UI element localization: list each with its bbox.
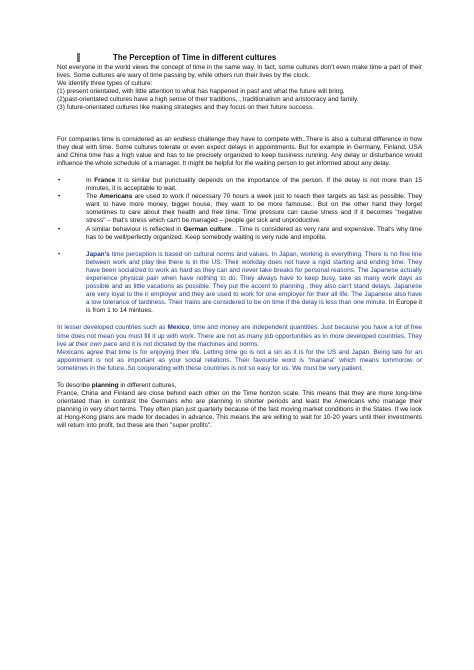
mexico-paragraph: In lesser developed countries such as Mexico, time and money are independent quantities. Just because you have a lot of free time does not mean you must fill it up with work. There are not as many job opportunities as in more developed countries, They live at their own pace and it is not dictated by the machines and norms. [57,324,422,348]
bullet-glyph: • [58,193,61,201]
bullet-americans [57,193,422,225]
japan-text: Japan's time perception is based on cultural norms and values. In Japan, working is everything. There is no fine line between work and play like there is in the US. Their workday does not have a rigid starting and ending time. They have been socialized to work as hard as they can and never take breaks for personal reasons. The Japanese actually experience physical pain when have nothing to do. They always have to keep busy, take as many work days as possible and as little vacations as possible. They put the accent to planning , they also can't stand delays. Japanese are very loyal to the ir employer and they are used to work for one employer for their all life. The Japanese also have a low tolerance of tardiness. Their trains are considered to be on time if the delay is less than one minute. In Europe it is from 1 to 14 mintues. [86,250,422,315]
mexico-paragraph-2: Mexicans agree that time is for enjoying their life. Letting time go is not a sin as it is for the US and Japan. Being late for an appointment is not as important as your social relations. Their favourite word is "manana" which means tommorow or sometimes in the future..So cooperating with these countries is not so easy for us. We must be very patient. [57,348,422,372]
americans-text: The Americans are used to work if necessary 70 hours a week just to reach their targets as fast as possible. They want to have more money, bigger house, they want to be more famouse.. But on the other hand they forget sometimes to care about their health and free time. Time pressure can cause stress and if it becomes "negative stress" – that's stress which can't be managed – people get sick and unproductive. [86,193,422,225]
companies-paragraph: For companies time is considered as an endless challenge they have to compete with..There is also a cultural difference in how they deal with time. Some cultures tolerate or even expect delays in appointments. But for example in Germany, Finland, USA and China time has a high value and has to be precisely organized to keep business running. Any delay or disturbance would influence the whole schedule of a manager. It might be helpful for the waiting person to get informed about any delay. [57,135,422,167]
planning-paragraph: France, China and Finland are close behind each other on the Time horizon scale. This means that they are more long-time orientated than in contrast the Germans who are planning in shorter periods and least the Americans who manage their planning in very short terms. They often plan just quarterly because of the fast moving market conditions in the States. If we look at Hong-Kong plans are made for decades in advance. This means the are willing to wait for 10-20 years until their investments will return into profit, but these are then "super profits". [57,390,422,430]
german-text: A similar behaviour is reflected in German culture. . Time is considered as very rare and expensive. That's why time has to be well/perfectly organized. Keep somebody waiting is very rude and impolite. [86,225,422,241]
culture-types-heading: We identify three types of culture: [57,80,153,88]
culture-type-future: (3) future-orientated cultures like making strategies and they focus on their future success. [57,104,314,112]
bullet-glyph: • [58,225,61,233]
planning-intro: To describe planning in different cultures, [57,382,177,389]
bullet-german [57,226,422,242]
page-title: The Perception of Time in different cultures [113,52,277,62]
culture-type-past: (2)past-orientated cultures have a high sense of their traditions, , traditionalism and aristocracy and family. [57,96,359,104]
bullet-glyph: • [58,250,61,258]
bullet-japan [57,251,422,316]
title-marker [77,53,80,62]
title-row [57,51,422,63]
culture-type-present: (1) present orientated, with little attention to what has happened in past and what the future will bring. [57,88,345,96]
bullet-france [57,177,422,193]
bullet-glyph: • [58,176,61,184]
mexico-section [57,324,422,373]
intro-paragraph: Not everyone in the world views the concept of time in the same way. In fact, some cultures don't even make time a part of their lives. Some cultures are wary of time passing by, while others run their lives by the clock. [57,64,422,80]
france-text: In France it is similar but punctuality depends on the importance of the person. If the delay is not more than 15 minutes, it is acceptable to wait. [86,176,422,193]
document-content [57,51,422,431]
